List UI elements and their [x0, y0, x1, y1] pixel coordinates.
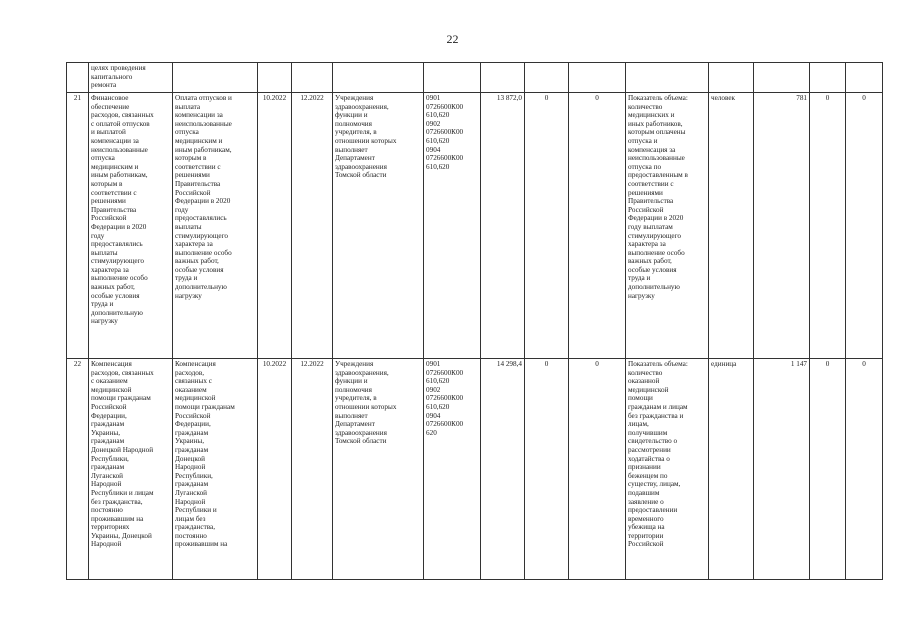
amount-cell — [481, 63, 525, 93]
value-cell: 0 — [846, 359, 883, 580]
budget-codes — [424, 63, 481, 93]
unit-cell: человек — [709, 93, 754, 359]
value-cell: 0 — [810, 93, 846, 359]
indicator-value: 1 147 — [754, 359, 810, 580]
unit-cell — [709, 63, 754, 93]
indicator-value — [754, 63, 810, 93]
measure-name: целях проведения капитального ремонта — [89, 63, 173, 93]
end-date — [292, 63, 333, 93]
executor: Учреждения здравоохранения, функции и полномочия учредителя, в отношении которых выполняет Департамент здравоохранения Томской области — [333, 359, 424, 580]
table-row — [67, 359, 883, 580]
indicator-value: 781 — [754, 93, 810, 359]
measure-description — [173, 63, 258, 93]
budget-codes: 0901 0726600К00 610,620 0902 0726600К00 610,620 0904 0726600К00 610,620 — [424, 93, 481, 359]
value-cell — [810, 63, 846, 93]
end-date: 12.2022 — [292, 359, 333, 580]
indicator-description: Показатель объема: количество оказанной медицинской помощи гражданам и лицам без гражданства и лицам, получившим свидетельство о рассмотрении ходатайства о признании беженцем по существу, лицам, подавшим заявление о предоставлении временного убежища на территории Российской — [626, 359, 709, 580]
table-row — [67, 93, 883, 359]
amount-cell: 13 872,0 — [481, 93, 525, 359]
row-number: 22 — [67, 359, 89, 580]
measure-name: Финансовое обеспечение расходов, связанных с оплатой отпусков и выплатой компенсации за неиспользованные отпуска медицинским и иным работникам, которым в соответствии с решениями Правительства Российской Федерации в 2020 году предоставлялись выплаты стимулирующего характера за выполнение особо важных работ, особые условия труда и дополнительную нагрузку — [89, 93, 173, 359]
end-date: 12.2022 — [292, 93, 333, 359]
table-row — [67, 63, 883, 93]
value-cell — [846, 63, 883, 93]
measure-description: Компенсация расходов, связанных с оказанием медицинской помощи гражданам Российской Федерации, гражданам Украины, гражданам Донецкой Народной Республики, гражданам Луганской Народной Республики и лицам без гражданства, постоянно проживавшим на — [173, 359, 258, 580]
start-date: 10.2022 — [258, 93, 292, 359]
unit-cell: единица — [709, 359, 754, 580]
indicator-description: Показатель объема: количество медицинских и иных работников, которым оплачены отпуска и компенсация за неиспользованные отпуска по предоставленным в соответствии с решениями Правительства Российской Федерации в 2020 году выплатам стимулирующего характера за выполнение особо важных работ, особые условия труда и дополнительную нагрузку — [626, 93, 709, 359]
measure-description: Оплата отпусков и выплата компенсации за неиспользованные отпуска медицинским и иным работникам, которым в соответствии с решениями Правительства Российской Федерации в 2020 году предоставлялись выплаты стимулирующего характера за выполнение особо важных работ, особые условия труда и дополнительную нагрузку — [173, 93, 258, 359]
start-date — [258, 63, 292, 93]
value-cell: 0 — [846, 93, 883, 359]
measures-table — [66, 62, 883, 580]
measure-name: Компенсация расходов, связанных с оказанием медицинской помощи гражданам Российской Федерации, гражданам Украины, гражданам Донецкой Народной Республики, гражданам Луганской Народной Республики и лицам без гражданства, постоянно проживавшим на территориях Украины, Донецкой Народной — [89, 359, 173, 580]
row-number: 21 — [67, 93, 89, 359]
start-date: 10.2022 — [258, 359, 292, 580]
value-cell: 0 — [525, 359, 569, 580]
value-cell: 0 — [569, 359, 626, 580]
value-cell — [569, 63, 626, 93]
value-cell: 0 — [525, 93, 569, 359]
executor — [333, 63, 424, 93]
indicator-description — [626, 63, 709, 93]
executor: Учреждения здравоохранения, функции и полномочия учредителя, в отношении которых выполняет Департамент здравоохранения Томской области — [333, 93, 424, 359]
budget-codes: 0901 0726600К00 610,620 0902 0726600К00 610,620 0904 0726600К00 620 — [424, 359, 481, 580]
page-number: 22 — [446, 32, 459, 46]
value-cell — [525, 63, 569, 93]
amount-cell: 14 298,4 — [481, 359, 525, 580]
value-cell: 0 — [569, 93, 626, 359]
value-cell: 0 — [810, 359, 846, 580]
row-number — [67, 63, 89, 93]
